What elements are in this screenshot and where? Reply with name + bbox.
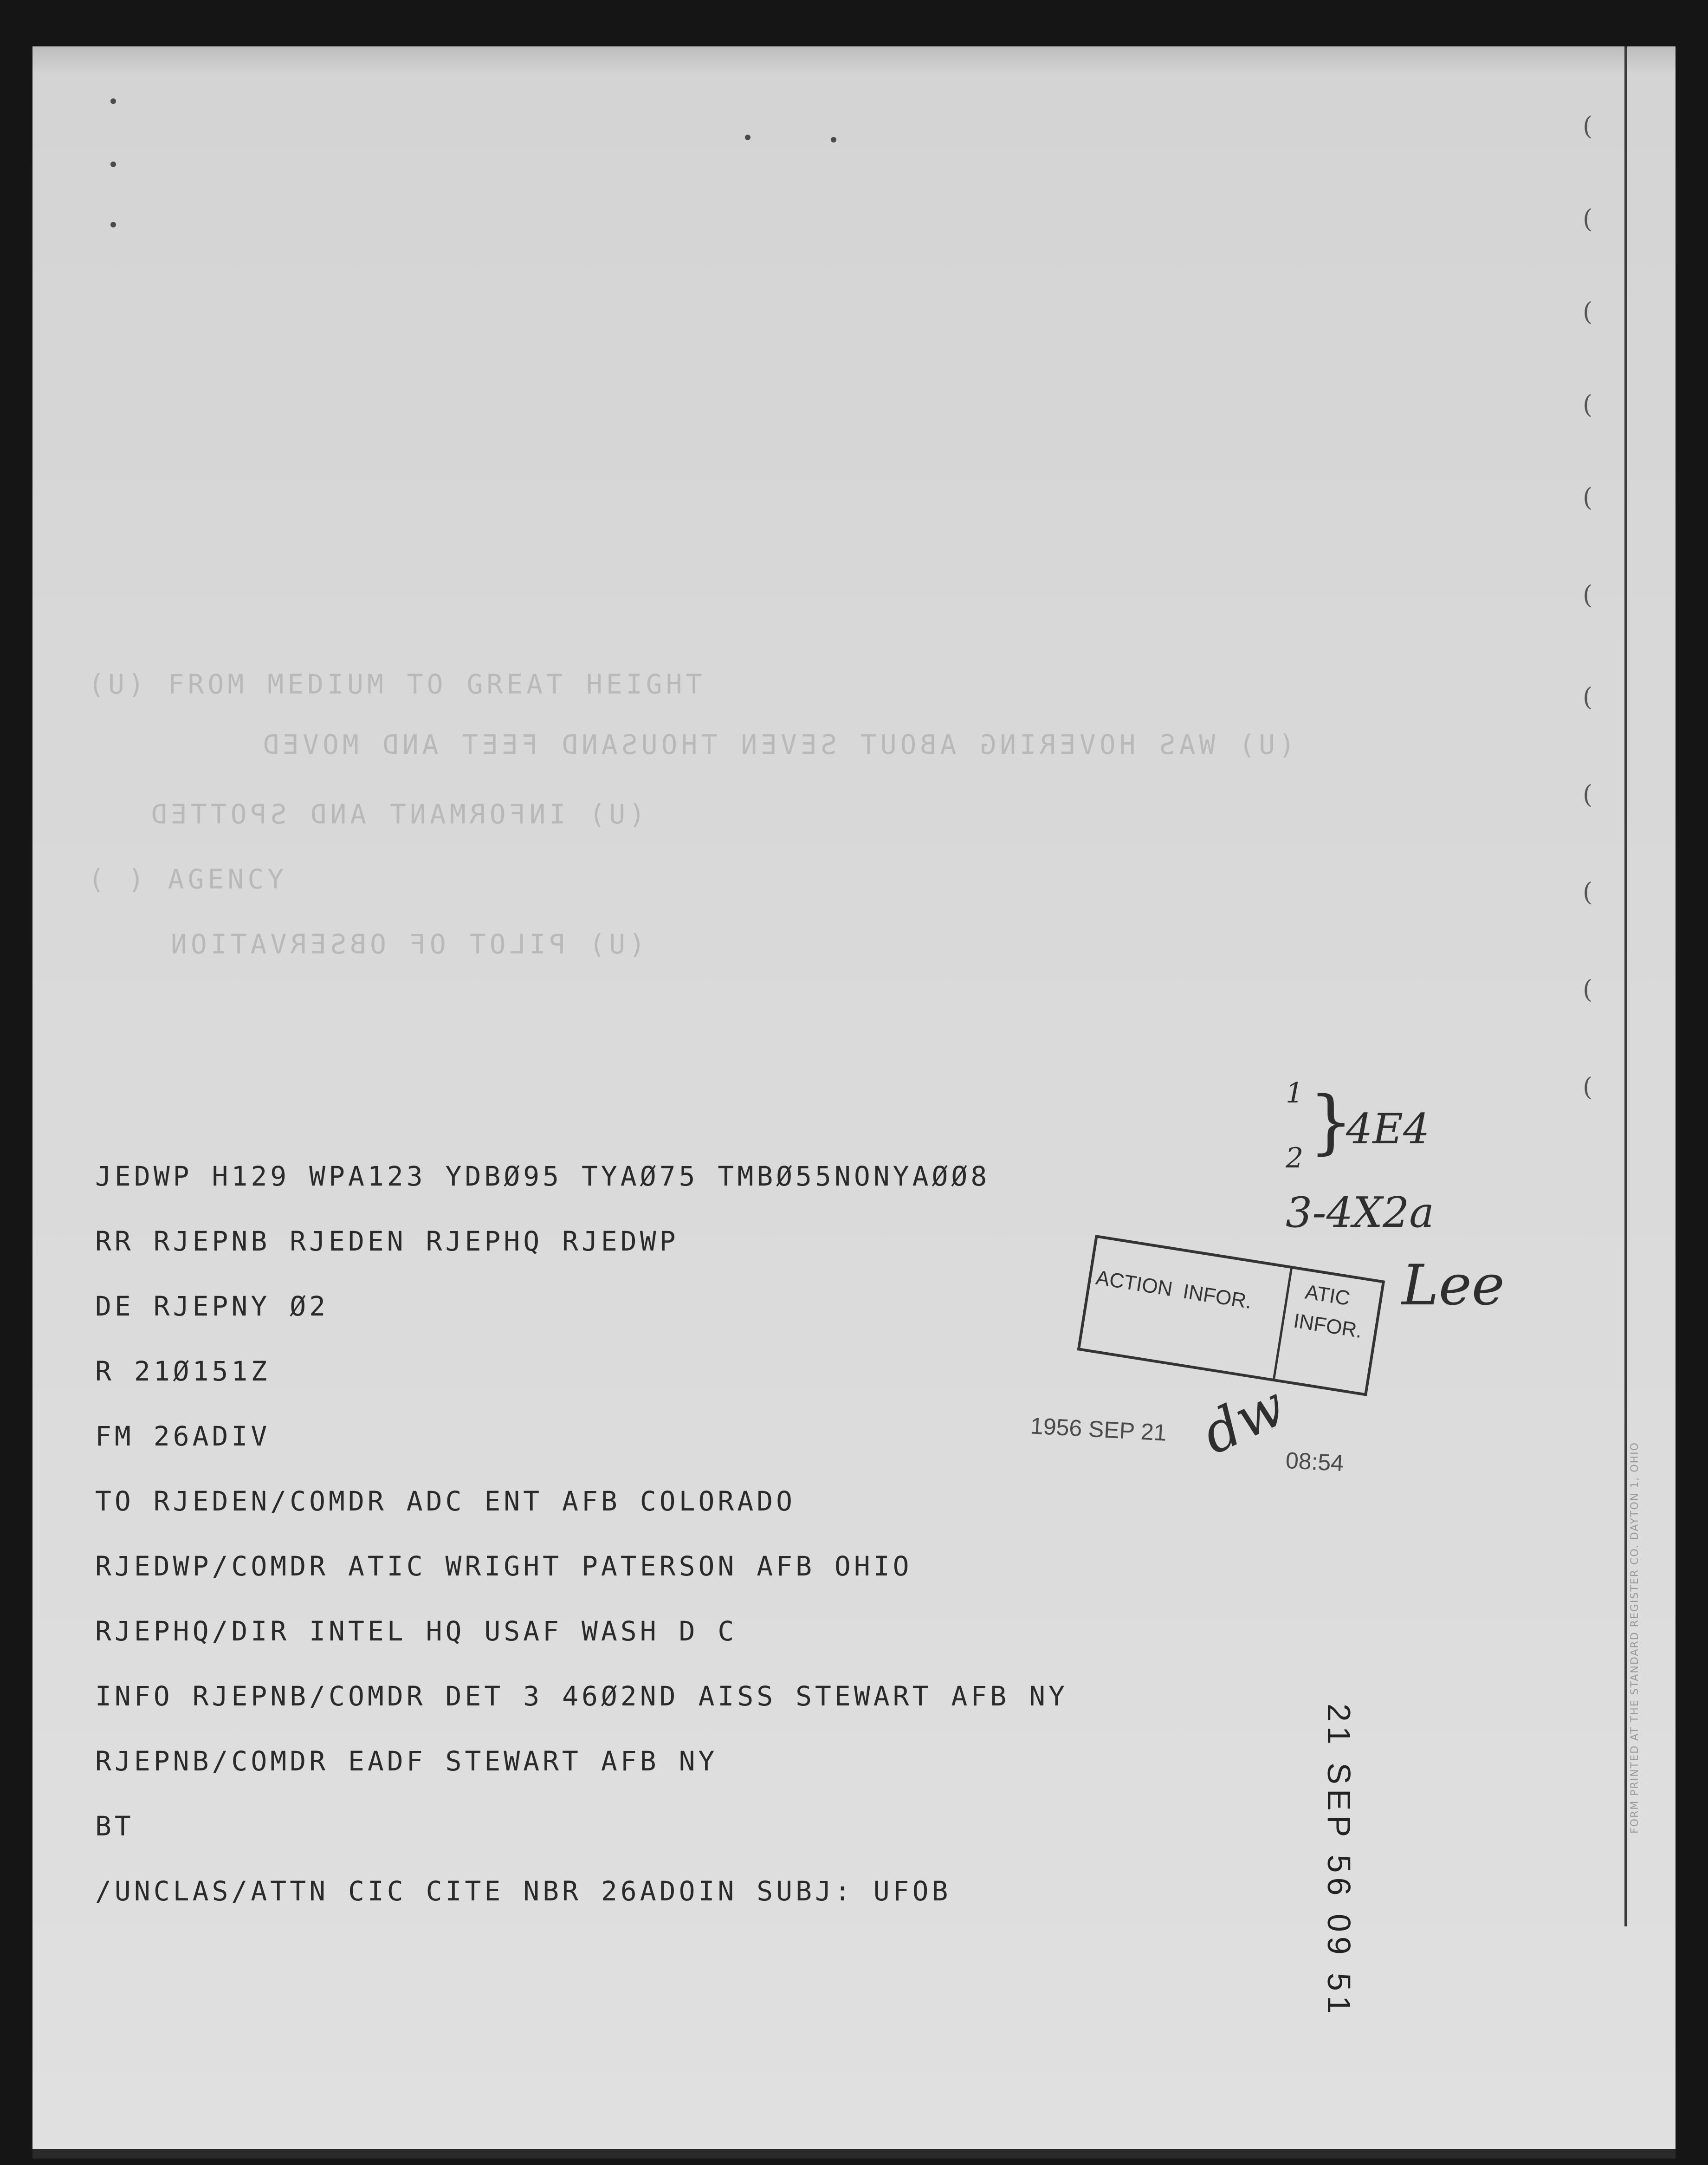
sprocket-hole: ( [1583,297,1593,326]
break-line: BT [95,1810,134,1842]
vertical-date-stamp: 21 SEP 56 09 51 [1321,1704,1357,2019]
ghost-dot [745,135,750,140]
sprocket-hole: ( [1583,1072,1593,1102]
routing-indicator-line: JEDWP H129 WPA123 YDBØ95 TYAØ75 TMBØ55NONYAØØ8 [95,1160,990,1192]
sprocket-hole: ( [1583,580,1593,609]
received-time-stamp: 08:54 [1285,1447,1345,1477]
stamp-divider [1273,1269,1292,1379]
handwritten-brace: } [1309,1082,1353,1162]
received-date-stamp: 1956 SEP 21 [1029,1413,1168,1446]
from-line: FM 26ADIV [95,1420,271,1452]
handwritten-signature: dw [1192,1373,1295,1467]
to-line: TO RJEDEN/COMDR ADC ENT AFB COLORADO [95,1485,796,1517]
subject-line: /UNCLAS/ATTN CIC CITE NBR 26ADOIN SUBJ: UFOB [95,1875,951,1907]
sprocket-hole: ( [1583,390,1593,419]
handwritten-ref: 3-4X2a [1286,1188,1434,1237]
sprocket-hole: ( [1583,483,1593,512]
infor-label: INFOR. [1181,1280,1254,1314]
date-time-group: R 21Ø151Z [95,1355,271,1387]
sprocket-hole: ( [1583,111,1593,141]
originator-line: DE RJEPNY Ø2 [95,1290,329,1322]
sprocket-hole: ( [1583,975,1593,1004]
teletype-page [32,46,1676,2159]
addressee-line: RJEPHQ/DIR INTEL HQ USAF WASH D C [95,1615,738,1647]
info-line: INFO RJEPNB/COMDR DET 3 46Ø2ND AISS STEWART AFB NY [95,1680,1068,1712]
addressee-line: RJEDWP/COMDR ATIC WRIGHT PATERSON AFB OHIO [95,1550,912,1582]
ghost-text-line: (U) WAS HOVERING ABOUT SEVEN THOUSAND FEET AND MOVED [259,729,1295,760]
ghost-text-line: (U) INFORMANT AND SPOTTED [147,798,645,830]
ghost-dot [110,222,116,227]
sprocket-hole: ( [1583,682,1593,712]
handwritten-code: 4E4 [1346,1105,1430,1154]
sprocket-hole: ( [1583,780,1593,809]
precedence-line: RR RJEPNB RJEDEN RJEPHQ RJEDWP [95,1225,679,1257]
atic-infor-label: INFOR. [1292,1309,1364,1343]
handwritten-fraction-top: 1 [1286,1077,1304,1109]
ghost-dot [110,98,116,104]
ghost-text-line: (U) PILOT OF OBSERVATION [167,928,645,960]
ghost-dot [110,162,116,167]
info-line: RJEPNB/COMDR EADF STEWART AFB NY [95,1745,718,1777]
ghost-text-line: ( ) AGENCY [88,863,288,895]
margin-rule [1624,46,1627,1926]
ghost-dot [831,137,836,143]
routing-stamp [1077,1235,1385,1396]
ghost-text-line: (U) FROM MEDIUM TO GREAT HEIGHT [88,668,706,700]
page-bottom-edge [32,2149,1676,2159]
handwritten-fraction-bottom: 2 [1286,1142,1304,1174]
sprocket-hole: ( [1583,877,1593,907]
sprocket-hole: ( [1583,204,1593,233]
form-printer-imprint: FORM PRINTED AT THE STANDARD REGISTER CO. DAYTON 1, OHIO [1629,1442,1641,1834]
action-label: ACTION [1094,1266,1174,1301]
atic-label: ATIC [1303,1280,1352,1310]
handwritten-initials: Lee [1402,1253,1505,1318]
